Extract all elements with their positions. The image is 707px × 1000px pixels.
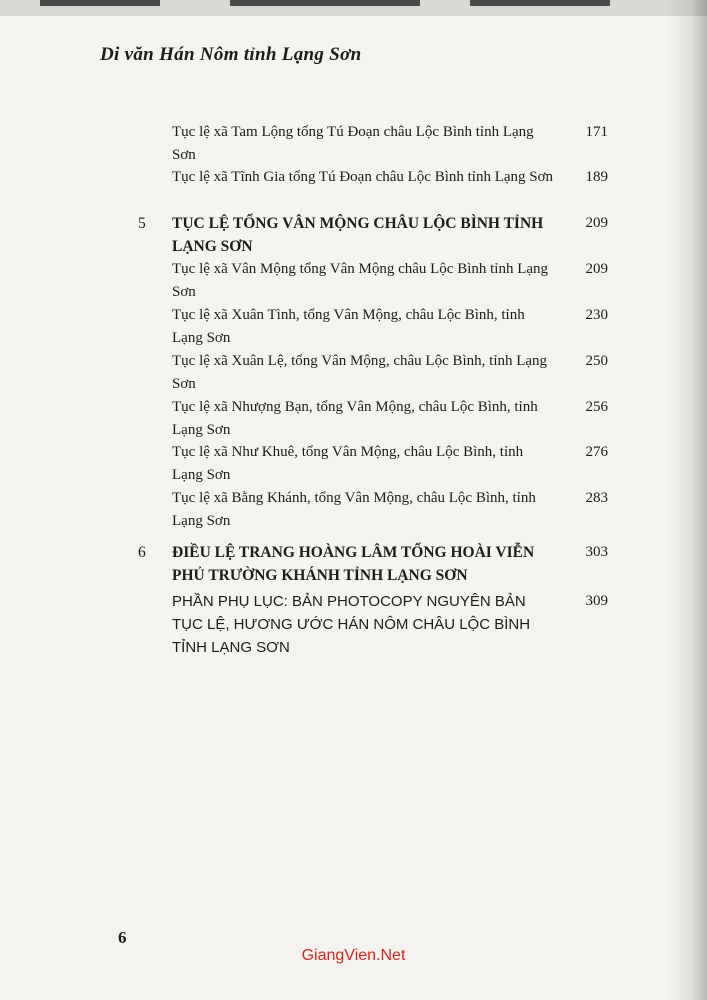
page-number: 6	[118, 928, 127, 947]
watermark: GiangVien.Net	[301, 947, 406, 964]
toc-entry-page: 283	[585, 490, 608, 506]
toc-section-title: ĐIỀU LỆ TRANG HOÀNG LÂM TỔNG HOÀI VIỄN PHỦ TRƯỜNG KHÁNH TỈNH LẠNG SƠN	[172, 544, 535, 584]
toc-entry-page: 256	[585, 399, 608, 415]
toc-section-title: TỤC LỆ TỔNG VÂN MỘNG CHÂU LỘC BÌNH TỈNH LẠNG SƠN	[172, 215, 544, 255]
toc-entry-title: Tục lệ xã Tam Lộng tổng Tú Đoạn châu Lộc Bình tỉnh Lạng Sơn	[172, 124, 534, 163]
toc-entry-page: 209	[585, 261, 608, 277]
toc-appendix-title: PHẦN PHỤ LỤC: BẢN PHOTOCOPY NGUYÊN BẢN TỤC LỆ, HƯƠNG ƯỚC HÁN NÔM CHÂU LỘC BÌNH TỈNH LẠNG SƠN	[172, 593, 531, 656]
toc-entry-page: 250	[585, 353, 608, 369]
toc-entry-title: Tục lệ xã Nhượng Bạn, tổng Vân Mộng, châu Lộc Bình, tỉnh Lạng Sơn	[172, 399, 538, 438]
toc-entry-page: 276	[585, 444, 608, 460]
toc-entry-page: 309	[585, 593, 608, 609]
toc-entry-title: Tục lệ xã Bằng Khánh, tổng Vân Mộng, châu Lộc Bình, tỉnh Lạng Sơn	[172, 490, 536, 529]
toc-entry-page: 303	[585, 544, 608, 560]
toc-entry-title: Tục lệ xã Vân Mộng tổng Vân Mộng châu Lộc Bình tỉnh Lạng Sơn	[172, 261, 549, 300]
toc-entry-page: 171	[585, 124, 608, 140]
toc-entry-page: 230	[585, 307, 608, 323]
toc-entry-title: Tục lệ xã Xuân Lệ, tổng Vân Mộng, châu Lộc Bình, tỉnh Lạng Sơn	[172, 353, 548, 392]
toc-entry-page: 189	[585, 169, 608, 185]
toc-entry-title: Tục lệ xã Tĩnh Gia tổng Tú Đoạn châu Lộc Bình tỉnh Lạng Sơn	[172, 169, 554, 185]
toc-section-number: 5	[138, 215, 146, 232]
toc-entry-page: 209	[585, 215, 608, 231]
toc-section-number: 6	[138, 544, 146, 561]
toc-entry-title: Tục lệ xã Xuân Tình, tổng Vân Mộng, châu Lộc Bình, tỉnh Lạng Sơn	[172, 307, 525, 346]
running-head: Di văn Hán Nôm tỉnh Lạng Sơn	[100, 44, 362, 65]
toc-entry-title: Tục lệ xã Như Khuê, tổng Vân Mộng, châu Lộc Bình, tỉnh Lạng Sơn	[172, 444, 524, 483]
